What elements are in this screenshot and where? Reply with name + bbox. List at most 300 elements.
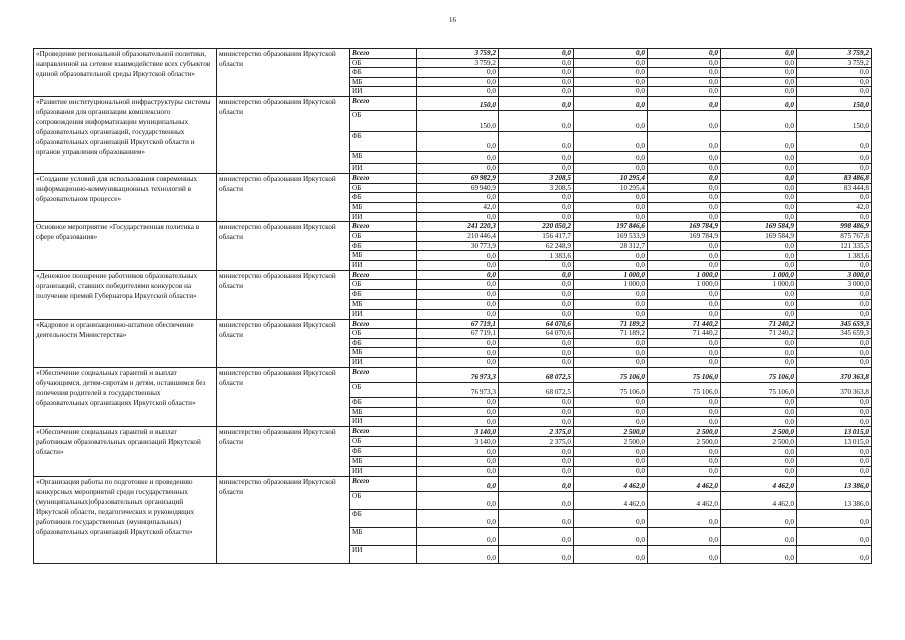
amount-cell: 3 140,0 (417, 427, 499, 437)
amount-cell: 0,0 (721, 509, 797, 527)
amount-cell: 0,0 (574, 49, 648, 59)
amount-cell: 0,0 (797, 289, 872, 299)
amount-cell: 0,0 (648, 183, 721, 193)
amount-cell: 0,0 (797, 417, 872, 427)
amount-cell: 0,0 (417, 397, 499, 407)
amount-cell: 0,0 (797, 212, 872, 222)
responsible-cell: министерство образования Иркутской области (217, 96, 350, 173)
amount-cell: 0,0 (721, 545, 797, 563)
responsible-cell: министерство образования Иркутской области (217, 476, 350, 563)
amount-cell: 0,0 (417, 87, 499, 97)
amount-cell: 2 500,0 (721, 427, 797, 437)
funding-source-cell: Всего (350, 367, 417, 382)
amount-cell: 0,0 (797, 309, 872, 319)
amount-cell: 0,0 (797, 77, 872, 87)
funding-source-cell: МБ (350, 251, 417, 261)
event-name-cell: «Обеспечение социальных гарантий и выплат обучающимся, детям-сиротам и детям, оставшимся без попечения родителей в государственных образовательных организациях Иркутской области» (34, 367, 217, 427)
funding-source-cell: Всего (350, 476, 417, 491)
amount-cell: 13 015,0 (797, 427, 872, 437)
funding-source-cell: ИИ (350, 467, 417, 477)
funding-source-cell: МБ (350, 348, 417, 358)
amount-cell: 0,0 (417, 261, 499, 271)
amount-cell: 0,0 (574, 527, 648, 545)
amount-cell: 2 500,0 (574, 437, 648, 447)
amount-cell: 0,0 (721, 110, 797, 131)
funding-source-cell: ФБ (350, 338, 417, 348)
event-name-cell: «Денежное поощрение работников образовательных организаций, ставших победителями конкурсов на получение премий Губернатора Иркутской области» (34, 270, 217, 319)
amount-cell: 13 386,0 (797, 476, 872, 491)
funding-source-cell: ФБ (350, 509, 417, 527)
amount-cell: 0,0 (417, 212, 499, 222)
amount-cell: 0,0 (417, 163, 499, 173)
amount-cell: 0,0 (797, 348, 872, 358)
funding-source-cell: ОБ (350, 231, 417, 241)
amount-cell: 0,0 (499, 299, 574, 309)
amount-cell: 67 719,1 (417, 329, 499, 339)
funding-source-cell: МБ (350, 151, 417, 163)
amount-cell: 28 312,7 (574, 241, 648, 251)
amount-cell: 241 220,3 (417, 222, 499, 232)
amount-cell: 0,0 (499, 407, 574, 417)
amount-cell: 0,0 (648, 68, 721, 78)
amount-cell: 0,0 (797, 545, 872, 563)
amount-cell: 83 444,8 (797, 183, 872, 193)
amount-cell: 0,0 (417, 68, 499, 78)
amount-cell: 71 440,2 (648, 329, 721, 339)
funding-source-cell: Всего (350, 427, 417, 437)
event-name-cell: «Кадровое и организационно-штатное обеспечение деятельности Министерства» (34, 319, 217, 367)
amount-cell: 0,0 (648, 87, 721, 97)
amount-cell: 69 940,9 (417, 183, 499, 193)
responsible-cell: министерство образования Иркутской области (217, 427, 350, 476)
amount-cell: 0,0 (648, 77, 721, 87)
amount-cell: 75 106,0 (574, 367, 648, 382)
amount-cell: 0,0 (648, 545, 721, 563)
amount-cell: 150,0 (417, 110, 499, 131)
amount-cell: 0,0 (648, 417, 721, 427)
amount-cell: 0,0 (721, 527, 797, 545)
amount-cell: 71 240,2 (721, 319, 797, 329)
amount-cell: 3 140,0 (417, 437, 499, 447)
amount-cell: 0,0 (574, 338, 648, 348)
amount-cell: 4 462,0 (721, 491, 797, 509)
amount-cell: 0,0 (499, 96, 574, 110)
amount-cell: 0,0 (797, 261, 872, 271)
amount-cell: 0,0 (574, 77, 648, 87)
amount-cell: 169 584,9 (721, 222, 797, 232)
amount-cell: 0,0 (648, 49, 721, 59)
funding-source-cell: ОБ (350, 437, 417, 447)
amount-cell: 0,0 (721, 96, 797, 110)
amount-cell: 13 015,0 (797, 437, 872, 447)
funding-source-cell: МБ (350, 77, 417, 87)
table-row (34, 270, 872, 280)
amount-cell: 220 050,2 (499, 222, 574, 232)
table-row (34, 427, 872, 437)
amount-cell: 71 189,2 (574, 329, 648, 339)
funding-source-cell: Всего (350, 222, 417, 232)
page-number: 16 (449, 16, 456, 24)
funding-source-cell: ФБ (350, 193, 417, 203)
amount-cell: 0,0 (648, 299, 721, 309)
amount-cell: 1 000,0 (574, 280, 648, 290)
amount-cell: 4 462,0 (721, 476, 797, 491)
amount-cell: 2 500,0 (648, 437, 721, 447)
amount-cell: 4 462,0 (574, 491, 648, 509)
amount-cell: 370 363,8 (797, 382, 872, 397)
amount-cell: 0,0 (721, 58, 797, 68)
amount-cell: 0,0 (648, 110, 721, 131)
funding-source-cell: ИИ (350, 87, 417, 97)
amount-cell: 0,0 (417, 407, 499, 417)
table-row (34, 367, 872, 382)
amount-cell: 1 000,0 (648, 270, 721, 280)
amount-cell: 0,0 (721, 202, 797, 212)
amount-cell: 2 375,0 (499, 427, 574, 437)
amount-cell: 10 295,4 (574, 173, 648, 183)
amount-cell: 0,0 (417, 280, 499, 290)
amount-cell: 69 982,9 (417, 173, 499, 183)
amount-cell: 3 000,0 (797, 270, 872, 280)
amount-cell: 3 208,5 (499, 183, 574, 193)
amount-cell: 0,0 (499, 68, 574, 78)
amount-cell: 0,0 (721, 151, 797, 163)
amount-cell: 1 000,0 (721, 270, 797, 280)
amount-cell: 0,0 (417, 77, 499, 87)
amount-cell: 169 784,9 (648, 222, 721, 232)
amount-cell: 0,0 (499, 338, 574, 348)
amount-cell: 0,0 (648, 527, 721, 545)
amount-cell: 0,0 (417, 476, 499, 491)
amount-cell: 0,0 (648, 309, 721, 319)
responsible-cell: министерство образования Иркутской области (217, 222, 350, 270)
amount-cell: 0,0 (499, 476, 574, 491)
funding-source-cell: ОБ (350, 382, 417, 397)
amount-cell: 4 462,0 (574, 476, 648, 491)
amount-cell: 0,0 (574, 202, 648, 212)
amount-cell: 0,0 (574, 151, 648, 163)
amount-cell: 0,0 (648, 289, 721, 299)
amount-cell: 0,0 (721, 173, 797, 183)
amount-cell: 0,0 (574, 96, 648, 110)
amount-cell: 0,0 (499, 527, 574, 545)
amount-cell: 0,0 (574, 110, 648, 131)
amount-cell: 0,0 (721, 193, 797, 203)
amount-cell: 0,0 (721, 241, 797, 251)
amount-cell: 0,0 (574, 163, 648, 173)
amount-cell: 1 000,0 (574, 270, 648, 280)
amount-cell: 3 759,2 (417, 49, 499, 59)
amount-cell: 0,0 (574, 131, 648, 151)
amount-cell: 75 106,0 (721, 367, 797, 382)
amount-cell: 0,0 (797, 467, 872, 477)
amount-cell: 62 248,9 (499, 241, 574, 251)
funding-source-cell: Всего (350, 49, 417, 59)
amount-cell: 0,0 (574, 251, 648, 261)
amount-cell: 0,0 (499, 289, 574, 299)
amount-cell: 0,0 (648, 131, 721, 151)
amount-cell: 75 106,0 (574, 382, 648, 397)
amount-cell: 42,0 (417, 202, 499, 212)
amount-cell: 83 486,8 (797, 173, 872, 183)
funding-source-cell: ФБ (350, 68, 417, 78)
table-row (34, 222, 872, 232)
amount-cell: 0,0 (499, 151, 574, 163)
amount-cell: 0,0 (574, 212, 648, 222)
funding-source-cell: МБ (350, 407, 417, 417)
amount-cell: 1 383,6 (499, 251, 574, 261)
amount-cell: 0,0 (721, 467, 797, 477)
amount-cell: 0,0 (797, 151, 872, 163)
amount-cell: 0,0 (574, 289, 648, 299)
amount-cell: 0,0 (417, 193, 499, 203)
amount-cell: 0,0 (648, 261, 721, 271)
amount-cell: 71 440,2 (648, 319, 721, 329)
amount-cell: 0,0 (721, 87, 797, 97)
amount-cell: 0,0 (648, 251, 721, 261)
table-row (34, 49, 872, 59)
amount-cell: 875 767,8 (797, 231, 872, 241)
amount-cell: 0,0 (417, 151, 499, 163)
amount-cell: 156 417,7 (499, 231, 574, 241)
amount-cell: 0,0 (574, 358, 648, 368)
amount-cell: 0,0 (417, 527, 499, 545)
amount-cell: 0,0 (499, 348, 574, 358)
amount-cell: 4 462,0 (648, 476, 721, 491)
amount-cell: 0,0 (648, 467, 721, 477)
amount-cell: 0,0 (797, 509, 872, 527)
amount-cell: 0,0 (721, 447, 797, 457)
amount-cell: 0,0 (499, 202, 574, 212)
amount-cell: 0,0 (417, 309, 499, 319)
amount-cell: 0,0 (797, 68, 872, 78)
amount-cell: 0,0 (648, 457, 721, 467)
amount-cell: 0,0 (721, 77, 797, 87)
amount-cell: 0,0 (721, 358, 797, 368)
funding-source-cell: МБ (350, 202, 417, 212)
amount-cell: 71 240,2 (721, 329, 797, 339)
amount-cell: 2 375,0 (499, 437, 574, 447)
amount-cell: 75 106,0 (721, 382, 797, 397)
amount-cell: 0,0 (648, 358, 721, 368)
funding-source-cell: ИИ (350, 261, 417, 271)
funding-source-cell: ИИ (350, 309, 417, 319)
amount-cell: 0,0 (648, 212, 721, 222)
funding-source-cell: ИИ (350, 212, 417, 222)
amount-cell: 1 000,0 (648, 280, 721, 290)
amount-cell: 0,0 (499, 77, 574, 87)
amount-cell: 0,0 (417, 289, 499, 299)
amount-cell: 0,0 (499, 270, 574, 280)
amount-cell: 0,0 (648, 96, 721, 110)
amount-cell: 0,0 (499, 280, 574, 290)
amount-cell: 64 070,6 (499, 329, 574, 339)
amount-cell: 345 659,3 (797, 329, 872, 339)
amount-cell: 0,0 (417, 358, 499, 368)
amount-cell: 0,0 (797, 527, 872, 545)
amount-cell: 0,0 (721, 49, 797, 59)
amount-cell: 0,0 (574, 417, 648, 427)
amount-cell: 0,0 (499, 309, 574, 319)
event-name-cell: «Проведение региональной образовательной политики, направленной на сетевое взаимодействие всех субъектов единой образовательной среды Иркутской области» (34, 49, 217, 97)
amount-cell: 30 773,9 (417, 241, 499, 251)
amount-cell: 71 189,2 (574, 319, 648, 329)
amount-cell: 13 386,0 (797, 491, 872, 509)
event-name-cell: «Обеспечение социальных гарантий и выплат работникам образовательных организаций Иркутской области» (34, 427, 217, 476)
amount-cell: 345 659,3 (797, 319, 872, 329)
amount-cell: 0,0 (721, 348, 797, 358)
amount-cell: 0,0 (499, 163, 574, 173)
amount-cell: 0,0 (721, 183, 797, 193)
amount-cell: 75 106,0 (648, 382, 721, 397)
amount-cell: 0,0 (417, 467, 499, 477)
amount-cell: 0,0 (499, 467, 574, 477)
amount-cell: 0,0 (721, 338, 797, 348)
funding-source-cell: Всего (350, 319, 417, 329)
amount-cell: 0,0 (574, 299, 648, 309)
amount-cell: 0,0 (648, 509, 721, 527)
responsible-cell: министерство образования Иркутской области (217, 173, 350, 222)
amount-cell: 0,0 (721, 299, 797, 309)
responsible-cell: министерство образования Иркутской области (217, 49, 350, 97)
amount-cell: 0,0 (648, 163, 721, 173)
funding-source-cell: МБ (350, 299, 417, 309)
amount-cell: 0,0 (797, 163, 872, 173)
table-row (34, 476, 872, 491)
amount-cell: 0,0 (499, 87, 574, 97)
amount-cell: 1 383,6 (797, 251, 872, 261)
amount-cell: 150,0 (797, 96, 872, 110)
amount-cell: 169 784,9 (648, 231, 721, 241)
funding-source-cell: Всего (350, 270, 417, 280)
amount-cell: 0,0 (797, 87, 872, 97)
funding-source-cell: МБ (350, 457, 417, 467)
table-row (34, 173, 872, 183)
responsible-cell: министерство образования Иркутской области (217, 367, 350, 427)
amount-cell: 0,0 (648, 338, 721, 348)
amount-cell: 0,0 (721, 251, 797, 261)
funding-source-cell: ФБ (350, 447, 417, 457)
amount-cell: 0,0 (797, 358, 872, 368)
amount-cell: 1 000,0 (721, 280, 797, 290)
amount-cell: 0,0 (648, 407, 721, 417)
amount-cell: 0,0 (721, 397, 797, 407)
amount-cell: 0,0 (574, 407, 648, 417)
amount-cell: 0,0 (721, 289, 797, 299)
amount-cell: 4 462,0 (648, 491, 721, 509)
amount-cell: 0,0 (648, 193, 721, 203)
amount-cell: 3 208,5 (499, 173, 574, 183)
funding-source-cell: ИИ (350, 163, 417, 173)
amount-cell: 0,0 (417, 299, 499, 309)
event-name-cell: «Создание условий для использования современных информационно-коммуникационных технологий в образовательном процессе» (34, 173, 217, 222)
amount-cell: 0,0 (721, 131, 797, 151)
amount-cell: 3 759,2 (417, 58, 499, 68)
amount-cell: 998 486,9 (797, 222, 872, 232)
amount-cell: 0,0 (499, 397, 574, 407)
event-name-cell: Основное мероприятие «Государственная политика в сфере образования» (34, 222, 217, 270)
amount-cell: 169 533,9 (574, 231, 648, 241)
amount-cell: 0,0 (417, 131, 499, 151)
amount-cell: 0,0 (499, 261, 574, 271)
amount-cell: 0,0 (499, 49, 574, 59)
amount-cell: 0,0 (417, 338, 499, 348)
amount-cell: 0,0 (648, 241, 721, 251)
amount-cell: 0,0 (797, 193, 872, 203)
funding-source-cell: ФБ (350, 131, 417, 151)
amount-cell: 0,0 (574, 193, 648, 203)
amount-cell: 67 719,1 (417, 319, 499, 329)
amount-cell: 0,0 (648, 348, 721, 358)
amount-cell: 0,0 (417, 509, 499, 527)
amount-cell: 0,0 (499, 417, 574, 427)
amount-cell: 0,0 (499, 447, 574, 457)
funding-source-cell: ОБ (350, 329, 417, 339)
funding-source-cell: Всего (350, 96, 417, 110)
amount-cell: 0,0 (797, 457, 872, 467)
amount-cell: 0,0 (499, 110, 574, 131)
amount-cell: 0,0 (417, 447, 499, 457)
amount-cell: 0,0 (417, 457, 499, 467)
amount-cell: 0,0 (797, 447, 872, 457)
funding-source-cell: ФБ (350, 289, 417, 299)
amount-cell: 76 973,3 (417, 382, 499, 397)
amount-cell: 2 500,0 (648, 427, 721, 437)
amount-cell: 150,0 (797, 110, 872, 131)
amount-cell: 0,0 (499, 58, 574, 68)
amount-cell: 0,0 (797, 397, 872, 407)
amount-cell: 0,0 (574, 397, 648, 407)
amount-cell: 68 072,5 (499, 382, 574, 397)
event-name-cell: «Развитие институциональной инфраструктуры системы образования для организации комплексного сопровождения информатизации муниципальных образовательных организаций, государственных образовательных организаций Иркутской области и органов управления образованием» (34, 96, 217, 173)
amount-cell: 0,0 (721, 417, 797, 427)
amount-cell: 0,0 (499, 491, 574, 509)
amount-cell: 210 446,4 (417, 231, 499, 241)
amount-cell: 0,0 (721, 68, 797, 78)
amount-cell: 0,0 (648, 397, 721, 407)
amount-cell: 0,0 (574, 87, 648, 97)
amount-cell: 0,0 (648, 447, 721, 457)
amount-cell: 0,0 (797, 407, 872, 417)
amount-cell: 0,0 (721, 163, 797, 173)
amount-cell: 0,0 (499, 457, 574, 467)
amount-cell: 0,0 (574, 447, 648, 457)
amount-cell: 0,0 (648, 151, 721, 163)
funding-source-cell: ОБ (350, 58, 417, 68)
amount-cell: 68 072,5 (499, 367, 574, 382)
amount-cell: 0,0 (574, 457, 648, 467)
event-name-cell: «Организация работы по подготовке и проведению конкурсных мероприятий среди государственных (муниципальных)образовательных организаций Иркутской области, педагогических и руководящих работников государственных (муниципальных) образовательных организаций Иркутской области» (34, 476, 217, 563)
amount-cell: 0,0 (721, 261, 797, 271)
amount-cell: 0,0 (574, 348, 648, 358)
table-row (34, 319, 872, 329)
amount-cell: 370 363,8 (797, 367, 872, 382)
amount-cell: 0,0 (721, 309, 797, 319)
amount-cell: 0,0 (417, 348, 499, 358)
table-row (34, 96, 872, 110)
amount-cell: 0,0 (499, 212, 574, 222)
amount-cell: 3 759,2 (797, 58, 872, 68)
amount-cell: 197 846,6 (574, 222, 648, 232)
amount-cell: 76 973,3 (417, 367, 499, 382)
funding-source-cell: ОБ (350, 183, 417, 193)
amount-cell: 0,0 (417, 251, 499, 261)
funding-source-cell: ФБ (350, 397, 417, 407)
responsible-cell: министерство образования Иркутской области (217, 319, 350, 367)
amount-cell: 0,0 (648, 173, 721, 183)
amount-cell: 0,0 (499, 131, 574, 151)
amount-cell: 0,0 (797, 338, 872, 348)
